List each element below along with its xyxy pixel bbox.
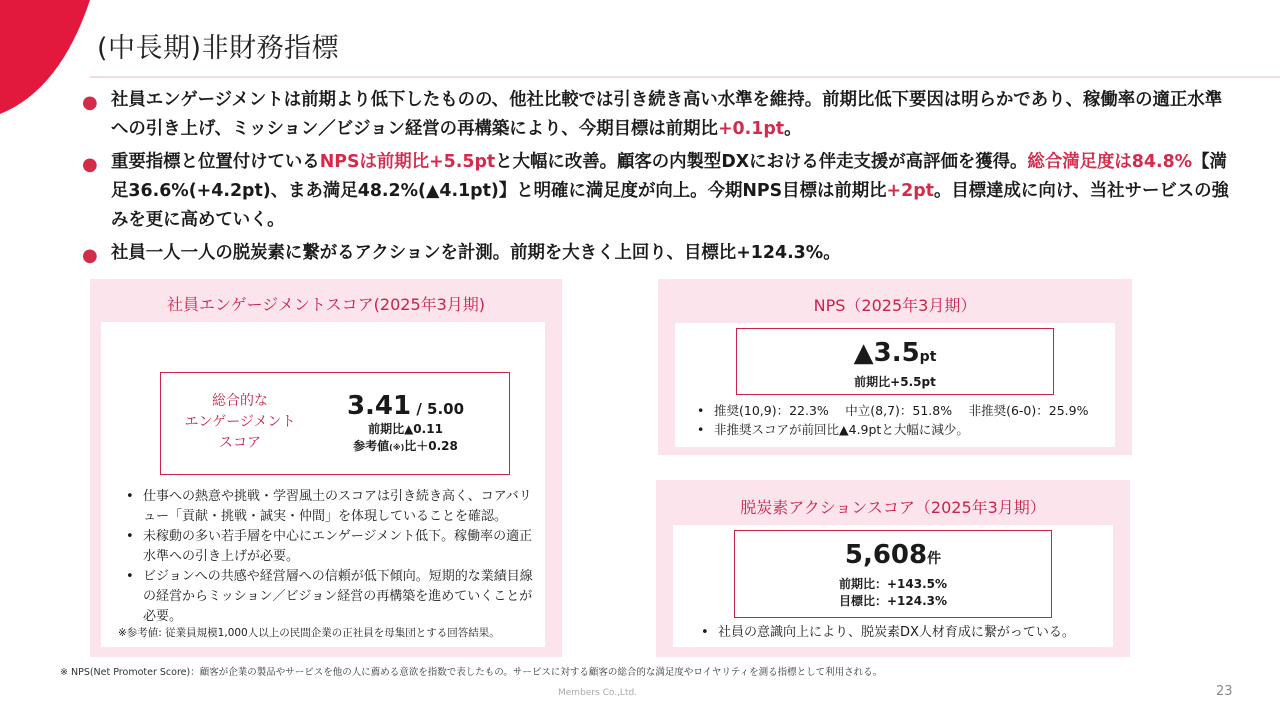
engagement-score-box [160, 372, 510, 475]
summary-bullets [82, 86, 1232, 272]
bullet-text: 社員一人一人の脱炭素に繋がるアクションを計測。前期を大きく上回り、目標比+124.3%。 [111, 243, 841, 263]
summary-bullet [82, 148, 1232, 235]
nps-score-box [736, 328, 1054, 395]
carbon-unit: 件 [927, 551, 942, 567]
list-item: • 社員の意識向上により、脱炭素DX人材育成に繋がっている。 [701, 624, 1111, 642]
engagement-score-value: 3.41 [346, 391, 412, 421]
engagement-card [101, 322, 545, 647]
carbon-prev-diff: 前期比：+143.5% [838, 577, 948, 591]
engagement-panel [90, 279, 562, 657]
engagement-reference-note: ※参考値: 従業員規模1,000人以上の民間企業の正社員を母集団とする回答結果。 [118, 627, 500, 639]
bullet-dot-icon: ● [82, 92, 98, 113]
bullet-text: 社員エンゲージメントは前期より低下したものの、他社比較では引き続き高い水準を維持。前期比低下要因は明らかであり、稼働率の適正水準への引き上げ、ミッション／ビジョン経営の再構築により、今期目標は前期比 [111, 90, 1223, 139]
list-item: • 推奨(10,9)：22.3% 中立(8,7)：51.8% 非推奨(6-0)：25.9% [697, 401, 1112, 420]
nps-card [675, 323, 1115, 447]
bullet-text: 。 [784, 119, 802, 139]
nps-panel [658, 279, 1132, 455]
highlight-text: NPSは前期比+5.5pt [319, 152, 496, 172]
bullet-text: 。目標達成に向け、当社サービスの強みを更に高めていく。 [111, 181, 1229, 230]
company-name: Members Co.,Ltd. [558, 688, 638, 698]
summary-bullet [82, 86, 1232, 144]
nps-notes [697, 401, 1112, 439]
carbon-value: 5,608 [844, 540, 928, 570]
carbon-panel [656, 480, 1130, 657]
page-number: 23 [1216, 684, 1233, 699]
carbon-target-diff: 目標比：+124.3% [838, 594, 948, 608]
engagement-title: 社員エンゲージメントスコア(2025年3月期) [166, 295, 486, 314]
engagement-prev-diff: 前期比▲0.11 [368, 422, 443, 436]
nps-value: ▲3.5 [853, 338, 920, 368]
list-item: • ビジョンへの共感や経営層への信頼が低下傾向。短期的な業績目線の経営からミッション／ビジョン経営の再構築を進めていくことが必要。 [126, 567, 536, 627]
nps-unit: pt [919, 349, 937, 365]
bullet-text: 重要指標と位置付けている [111, 152, 320, 172]
engagement-ref-diff: 参考値(※)比＋0.28 [353, 439, 458, 453]
summary-bullet [82, 239, 1232, 268]
highlight-text: +2pt [886, 181, 934, 201]
carbon-notes [701, 624, 1111, 642]
carbon-score-box [734, 530, 1052, 618]
list-item: • 非推奨スコアが前回比▲4.9ptと大幅に減少。 [697, 420, 1112, 439]
carbon-card [673, 525, 1113, 647]
highlight-text: 総合満足度は84.8% [1027, 152, 1193, 172]
nps-prev-diff: 前期比+5.5pt [854, 375, 936, 389]
bullet-text: 【満足36.6%(+4.2pt)、まあ満足48.2%(▲4.1pt)】と明確に満足度が向上。今期NPS目標は前期比 [111, 152, 1227, 201]
corner-accent [0, 0, 90, 114]
bullet-dot-icon: ● [82, 245, 98, 266]
engagement-score-values [313, 391, 498, 456]
list-item: • 仕事への熱意や挑戦・学習風土のスコアは引き続き高く、コアバリュー「貢献・挑戦・誠実・仲間」を体現していることを確認。 [126, 487, 536, 527]
bullet-dot-icon: ● [82, 154, 98, 175]
title-divider [90, 76, 1280, 78]
engagement-notes [126, 487, 536, 627]
nps-footnote: ※ NPS(Net Promoter Score)：顧客が企業の製品やサービスを他の人に薦める意欲を指数で表したもの。サービスに対する顧客の総合的な満足度やロイヤリティを測る指標として利用される。 [60, 667, 883, 678]
nps-title: NPS（2025年3月期） [813, 296, 977, 315]
list-item: • 未稼動の多い若手層を中心にエンゲージメント低下。稼働率の適正水準への引き上げが必要。 [126, 527, 536, 567]
carbon-title: 脱炭素アクションスコア（2025年3月期） [740, 498, 1046, 517]
engagement-score-denominator: / 5.00 [411, 400, 465, 418]
engagement-score-label: 総合的な エンゲージメント スコア [184, 393, 296, 451]
bullet-text: と大幅に改善。顧客の内製型DXにおける伴走支援が高評価を獲得。 [495, 152, 1028, 172]
page-title: (中長期)非財務指標 [97, 33, 340, 64]
highlight-text: +0.1pt [717, 119, 785, 139]
